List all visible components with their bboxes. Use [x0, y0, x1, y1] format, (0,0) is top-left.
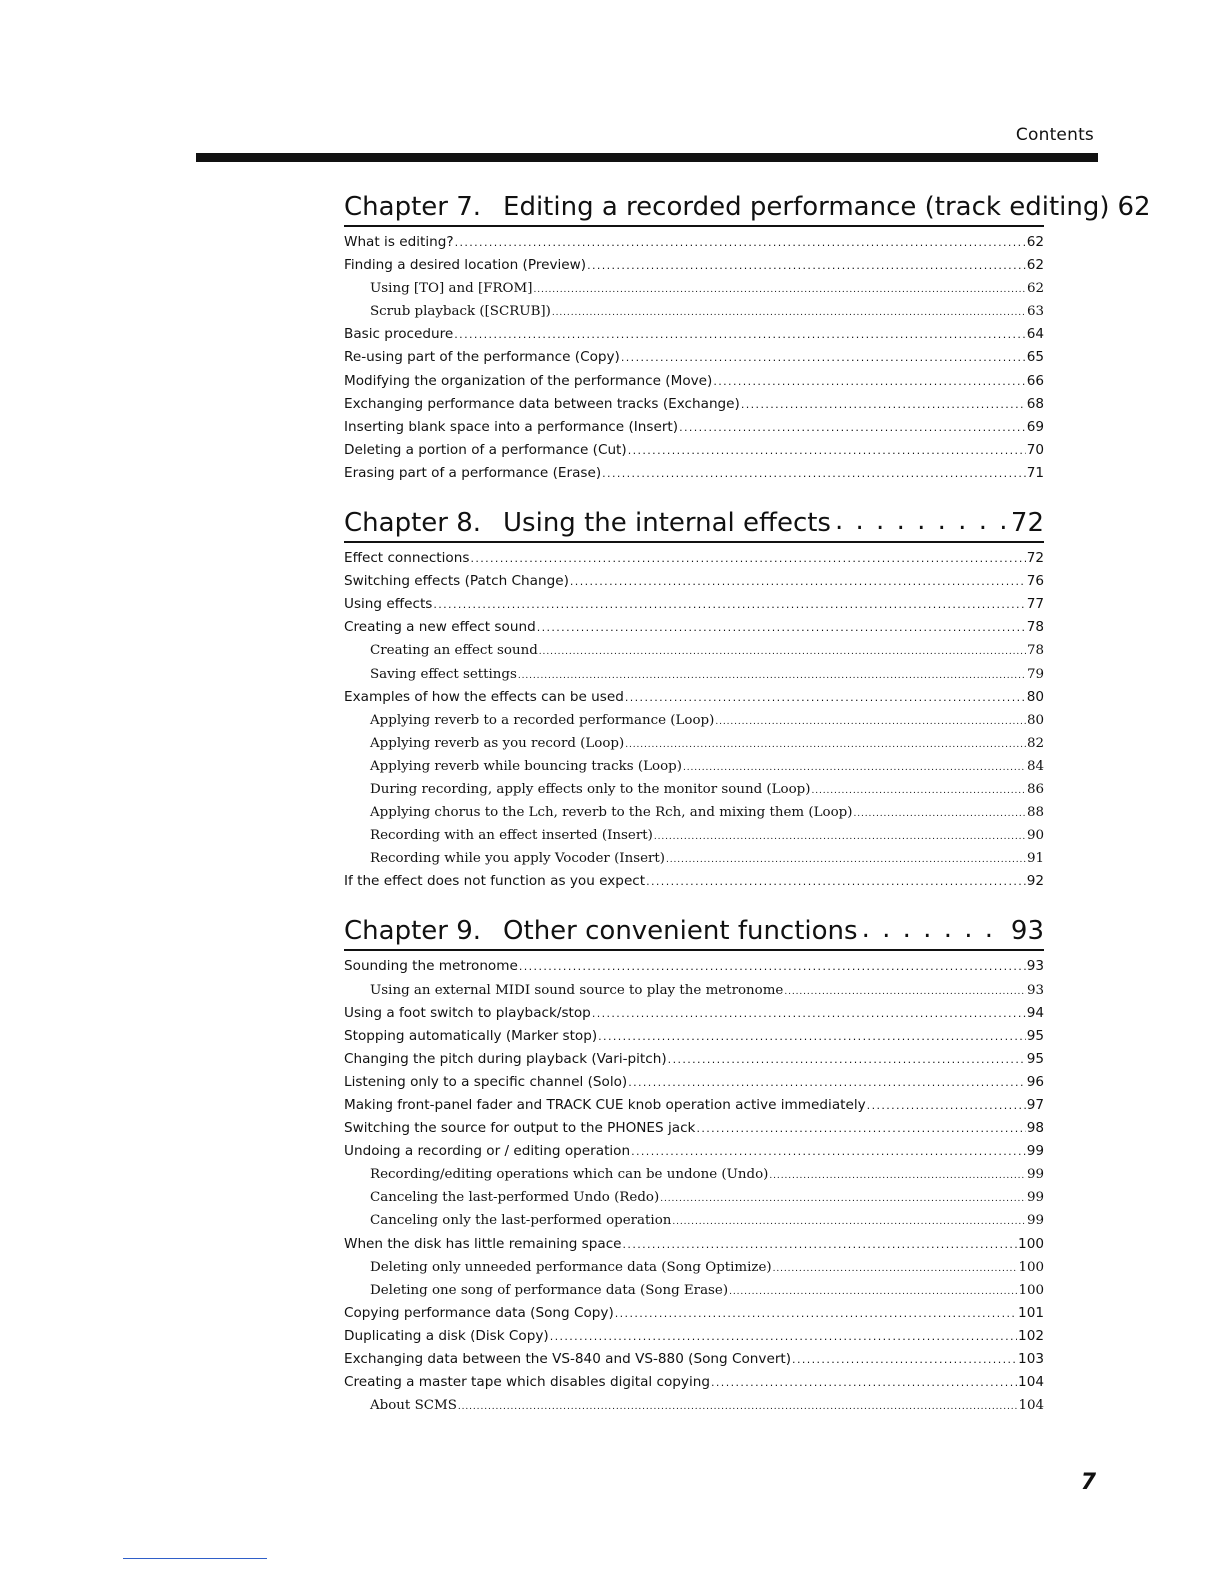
- toc-entry[interactable]: [344, 462, 1044, 485]
- entry-title: Using an external MIDI sound source to play the metronome: [370, 982, 784, 998]
- toc-subentry[interactable]: [344, 1256, 1044, 1279]
- entry-page: 62: [1026, 281, 1044, 297]
- entry-page: 104: [1018, 1374, 1044, 1391]
- dot-leader: [654, 826, 1026, 849]
- chapter-number: Chapter 9.: [344, 916, 482, 947]
- entry-title: Creating a master tape which disables digital copying: [344, 1374, 710, 1391]
- toc-entry[interactable]: [344, 416, 1044, 439]
- dot-leader: [715, 711, 1026, 734]
- toc-subentry[interactable]: [344, 778, 1044, 801]
- entry-title: Changing the pitch during playback (Vari-pitch): [344, 1050, 667, 1067]
- dot-leader: [587, 254, 1026, 277]
- entry-page: 100: [1018, 1235, 1044, 1252]
- entry-page: 78: [1026, 619, 1044, 636]
- toc-entry[interactable]: [344, 870, 1044, 893]
- dot-leader: [550, 1325, 1017, 1348]
- toc-subentry[interactable]: [344, 1209, 1044, 1232]
- dot-leader: [552, 302, 1026, 325]
- entry-title: Undoing a recording or / editing operation: [344, 1143, 631, 1160]
- dot-leader: [518, 665, 1026, 688]
- dot-leader: [625, 686, 1026, 709]
- entry-page: 99: [1026, 1190, 1044, 1206]
- entry-title: Re-using part of the performance (Copy): [344, 349, 620, 366]
- dot-leader: [711, 1371, 1017, 1394]
- entry-title: When the disk has little remaining space: [344, 1235, 622, 1252]
- entry-page: 94: [1026, 1004, 1044, 1021]
- entry-title: About SCMS: [370, 1398, 457, 1414]
- dot-leader: [835, 503, 1007, 539]
- toc-entry[interactable]: [344, 1302, 1044, 1325]
- dot-leader: [773, 1258, 1018, 1281]
- entry-page: 62: [1026, 257, 1044, 274]
- dot-leader: [458, 1396, 1018, 1419]
- entry-title: Saving effect settings: [370, 666, 517, 682]
- dot-leader: [592, 1002, 1026, 1025]
- entry-title: Scrub playback ([SCRUB]): [370, 304, 551, 320]
- entry-title: Switching effects (Patch Change): [344, 573, 569, 590]
- entry-title: Switching the source for output to the PHONES jack: [344, 1120, 696, 1137]
- toc-entry[interactable]: [344, 346, 1044, 369]
- toc-entry[interactable]: [344, 1117, 1044, 1140]
- entry-title: Creating a new effect sound: [344, 619, 536, 636]
- toc-subentry[interactable]: [344, 639, 1044, 662]
- entry-page: 93: [1026, 982, 1044, 998]
- dot-leader: [433, 593, 1025, 616]
- toc-subentry[interactable]: [344, 979, 1044, 1002]
- entry-page: 76: [1026, 573, 1044, 590]
- dot-leader: [666, 849, 1026, 872]
- chapter-page: 62: [1117, 192, 1151, 222]
- dot-leader: [769, 1165, 1026, 1188]
- dot-leader: [454, 323, 1025, 346]
- dot-leader: [713, 370, 1025, 393]
- entry-page: 96: [1026, 1073, 1044, 1090]
- chapter-page: 72: [1010, 508, 1044, 539]
- entry-page: 82: [1026, 735, 1044, 751]
- entry-title: Applying chorus to the Lch, reverb to the Rch, and mixing them (Loop): [370, 805, 853, 821]
- entry-title: Canceling only the last-performed operation: [370, 1213, 672, 1229]
- dot-leader: [628, 439, 1026, 462]
- chapter-section: [344, 183, 1151, 485]
- entry-page: 90: [1026, 828, 1044, 844]
- entry-page: 80: [1026, 688, 1044, 705]
- entry-page: 97: [1026, 1097, 1044, 1113]
- chapter-heading[interactable]: [344, 499, 1044, 543]
- entry-page: 66: [1026, 372, 1044, 389]
- chapter-section: [344, 907, 1044, 1417]
- entry-title: Using a foot switch to playback/stop: [344, 1004, 591, 1021]
- entry-title: Effect connections: [344, 550, 470, 567]
- chapter-section: [344, 499, 1044, 893]
- entry-title: Erasing part of a performance (Erase): [344, 464, 602, 481]
- entry-page: 77: [1026, 596, 1044, 613]
- entry-page: 99: [1026, 1213, 1044, 1229]
- entry-title: Stopping automatically (Marker stop): [344, 1027, 598, 1044]
- entry-page: 80: [1026, 712, 1044, 728]
- dot-leader: [811, 780, 1026, 803]
- dot-leader: [537, 616, 1026, 639]
- dot-leader: [570, 570, 1026, 593]
- dot-leader: [533, 279, 1026, 302]
- toc-subentry[interactable]: [344, 1279, 1044, 1302]
- dot-leader: [598, 1025, 1026, 1048]
- entry-page: 78: [1026, 643, 1044, 659]
- entry-page: 79: [1026, 666, 1044, 682]
- toc-entry[interactable]: [344, 1348, 1044, 1371]
- dot-leader: [792, 1348, 1017, 1371]
- entry-title: Modifying the organization of the performance (Move): [344, 372, 713, 389]
- toc-subentry[interactable]: [344, 824, 1044, 847]
- entry-page: 88: [1026, 805, 1044, 821]
- entry-page: 69: [1026, 418, 1044, 435]
- entry-page: 86: [1026, 781, 1044, 797]
- toc-entry[interactable]: [344, 1233, 1044, 1256]
- entry-title: Recording with an effect inserted (Insert): [370, 828, 653, 844]
- toc-entry[interactable]: [344, 1048, 1044, 1071]
- dot-leader: [862, 911, 1007, 947]
- dot-leader: [623, 1233, 1018, 1256]
- entry-page: 95: [1026, 1050, 1044, 1067]
- toc-entry[interactable]: [344, 254, 1044, 277]
- dot-leader: [867, 1094, 1026, 1117]
- entry-page: 98: [1026, 1120, 1044, 1137]
- entry-title: Creating an effect sound: [370, 643, 538, 659]
- entry-title: Canceling the last-performed Undo (Redo): [370, 1190, 660, 1206]
- chapter-title: Using the internal effects: [503, 508, 831, 539]
- header-rule: [196, 153, 1098, 162]
- toc-entry[interactable]: [344, 393, 1044, 416]
- entry-title: Listening only to a specific channel (Solo): [344, 1073, 628, 1090]
- toc-entry[interactable]: [344, 439, 1044, 462]
- dot-leader: [628, 1071, 1025, 1094]
- toc-entry[interactable]: [344, 323, 1044, 346]
- entry-title: Using effects: [344, 596, 433, 613]
- entry-title: Exchanging data between the VS-840 and VS-880 (Song Convert): [344, 1351, 792, 1368]
- running-header: Contents: [1015, 125, 1094, 145]
- entry-page: 62: [1026, 234, 1044, 250]
- entry-title: Inserting blank space into a performance (Insert): [344, 418, 679, 435]
- entry-page: 71: [1026, 464, 1044, 481]
- toc-subentry[interactable]: [344, 1394, 1044, 1417]
- entry-page: 100: [1018, 1259, 1044, 1275]
- dot-leader: [741, 393, 1026, 416]
- entry-page: 68: [1026, 395, 1044, 412]
- dot-leader: [470, 547, 1025, 570]
- toc-entry[interactable]: [344, 1371, 1044, 1394]
- dot-leader: [660, 1188, 1026, 1211]
- entry-title: Finding a desired location (Preview): [344, 257, 587, 274]
- entry-title: Deleting a portion of a performance (Cut): [344, 441, 627, 458]
- entry-title: Applying reverb while bouncing tracks (Loop): [370, 758, 682, 774]
- toc-entry[interactable]: [344, 1025, 1044, 1048]
- toc-entry[interactable]: [344, 686, 1044, 709]
- entry-page: 64: [1026, 326, 1044, 343]
- chapter-title: Editing a recorded performance (track editing): [503, 192, 1110, 222]
- toc-entry[interactable]: [344, 1071, 1044, 1094]
- toc-entry[interactable]: [344, 570, 1044, 593]
- dot-leader: [646, 870, 1026, 893]
- entry-title: What is editing?: [344, 234, 454, 250]
- dot-leader: [683, 757, 1026, 780]
- toc-subentry[interactable]: [344, 755, 1044, 778]
- entry-title: Sounding the metronome: [344, 958, 518, 975]
- chapter-heading[interactable]: [344, 907, 1044, 951]
- entry-page: 91: [1026, 851, 1044, 867]
- entry-title: Making front-panel fader and TRACK CUE knob operation active immediately: [344, 1097, 866, 1113]
- toc-subentry[interactable]: [344, 709, 1044, 732]
- toc-entry[interactable]: [344, 593, 1044, 616]
- entry-page: 100: [1018, 1282, 1044, 1298]
- toc-entry[interactable]: [344, 1140, 1044, 1163]
- dot-leader: [853, 803, 1026, 826]
- entry-page: 65: [1026, 349, 1044, 366]
- entry-title: Deleting only unneeded performance data (Song Optimize): [370, 1259, 772, 1275]
- toc-subentry[interactable]: [344, 277, 1044, 300]
- entry-page: 84: [1026, 758, 1044, 774]
- dot-leader: [668, 1048, 1026, 1071]
- dot-leader: [729, 1281, 1017, 1304]
- footer-line: [123, 1558, 267, 1559]
- page-number: 7: [1080, 1470, 1096, 1495]
- entry-page: 101: [1018, 1304, 1044, 1321]
- chapter-number: Chapter 8.: [344, 508, 482, 539]
- entry-title: Examples of how the effects can be used: [344, 688, 624, 705]
- entry-title: Basic procedure: [344, 326, 454, 343]
- toc-subentry[interactable]: [344, 847, 1044, 870]
- dot-leader: [539, 641, 1026, 664]
- entry-page: 92: [1026, 873, 1044, 890]
- toc-entry[interactable]: [344, 955, 1044, 978]
- chapter-page: 93: [1010, 916, 1044, 947]
- dot-leader: [631, 1140, 1026, 1163]
- dot-leader: [625, 734, 1026, 757]
- entry-title: Exchanging performance data between tracks (Exchange): [344, 395, 740, 412]
- toc-entry[interactable]: [344, 1325, 1044, 1348]
- toc-subentry[interactable]: [344, 663, 1044, 686]
- entry-page: 103: [1018, 1351, 1044, 1368]
- entry-page: 95: [1026, 1027, 1044, 1044]
- entry-page: 102: [1018, 1327, 1044, 1344]
- entry-page: 99: [1026, 1167, 1044, 1183]
- toc-entry[interactable]: [344, 547, 1044, 570]
- toc-entry[interactable]: [344, 616, 1044, 639]
- entry-title: Recording/editing operations which can be undone (Undo): [370, 1167, 769, 1183]
- entry-title: Deleting one song of performance data (Song Erase): [370, 1282, 729, 1298]
- entry-page: 99: [1026, 1143, 1044, 1160]
- dot-leader: [455, 231, 1026, 254]
- entry-title: Duplicating a disk (Disk Copy): [344, 1327, 549, 1344]
- table-of-contents: [344, 183, 1151, 1417]
- toc-entry[interactable]: [344, 370, 1044, 393]
- entry-page: 72: [1026, 550, 1044, 567]
- chapter-heading[interactable]: [344, 183, 1151, 227]
- chapter-number: Chapter 7.: [344, 192, 482, 222]
- entry-page: 93: [1026, 958, 1044, 975]
- toc-entry[interactable]: [344, 1002, 1044, 1025]
- toc-entry[interactable]: [344, 231, 1044, 254]
- dot-leader: [672, 1211, 1026, 1234]
- entry-title: During recording, apply effects only to the monitor sound (Loop): [370, 781, 811, 797]
- entry-title: If the effect does not function as you expect: [344, 873, 646, 890]
- toc-subentry[interactable]: [344, 300, 1044, 323]
- entry-page: 70: [1026, 441, 1044, 458]
- entry-title: Applying reverb as you record (Loop): [370, 735, 625, 751]
- entry-page: 104: [1018, 1398, 1044, 1414]
- entry-title: Recording while you apply Vocoder (Insert): [370, 851, 666, 867]
- dot-leader: [602, 462, 1026, 485]
- entry-title: Copying performance data (Song Copy): [344, 1304, 614, 1321]
- toc-subentry[interactable]: [344, 801, 1044, 824]
- dot-leader: [615, 1302, 1017, 1325]
- entry-title: Applying reverb to a recorded performance (Loop): [370, 712, 715, 728]
- dot-leader: [519, 955, 1026, 978]
- chapter-title: Other convenient functions: [503, 916, 858, 947]
- entry-page: 63: [1026, 304, 1044, 320]
- dot-leader: [696, 1117, 1025, 1140]
- dot-leader: [784, 981, 1026, 1004]
- toc-subentry[interactable]: [344, 1186, 1044, 1209]
- toc-subentry[interactable]: [344, 1163, 1044, 1186]
- toc-entry[interactable]: [344, 1094, 1044, 1117]
- toc-subentry[interactable]: [344, 732, 1044, 755]
- dot-leader: [621, 346, 1026, 369]
- entry-title: Using [TO] and [FROM]: [370, 281, 533, 297]
- dot-leader: [679, 416, 1026, 439]
